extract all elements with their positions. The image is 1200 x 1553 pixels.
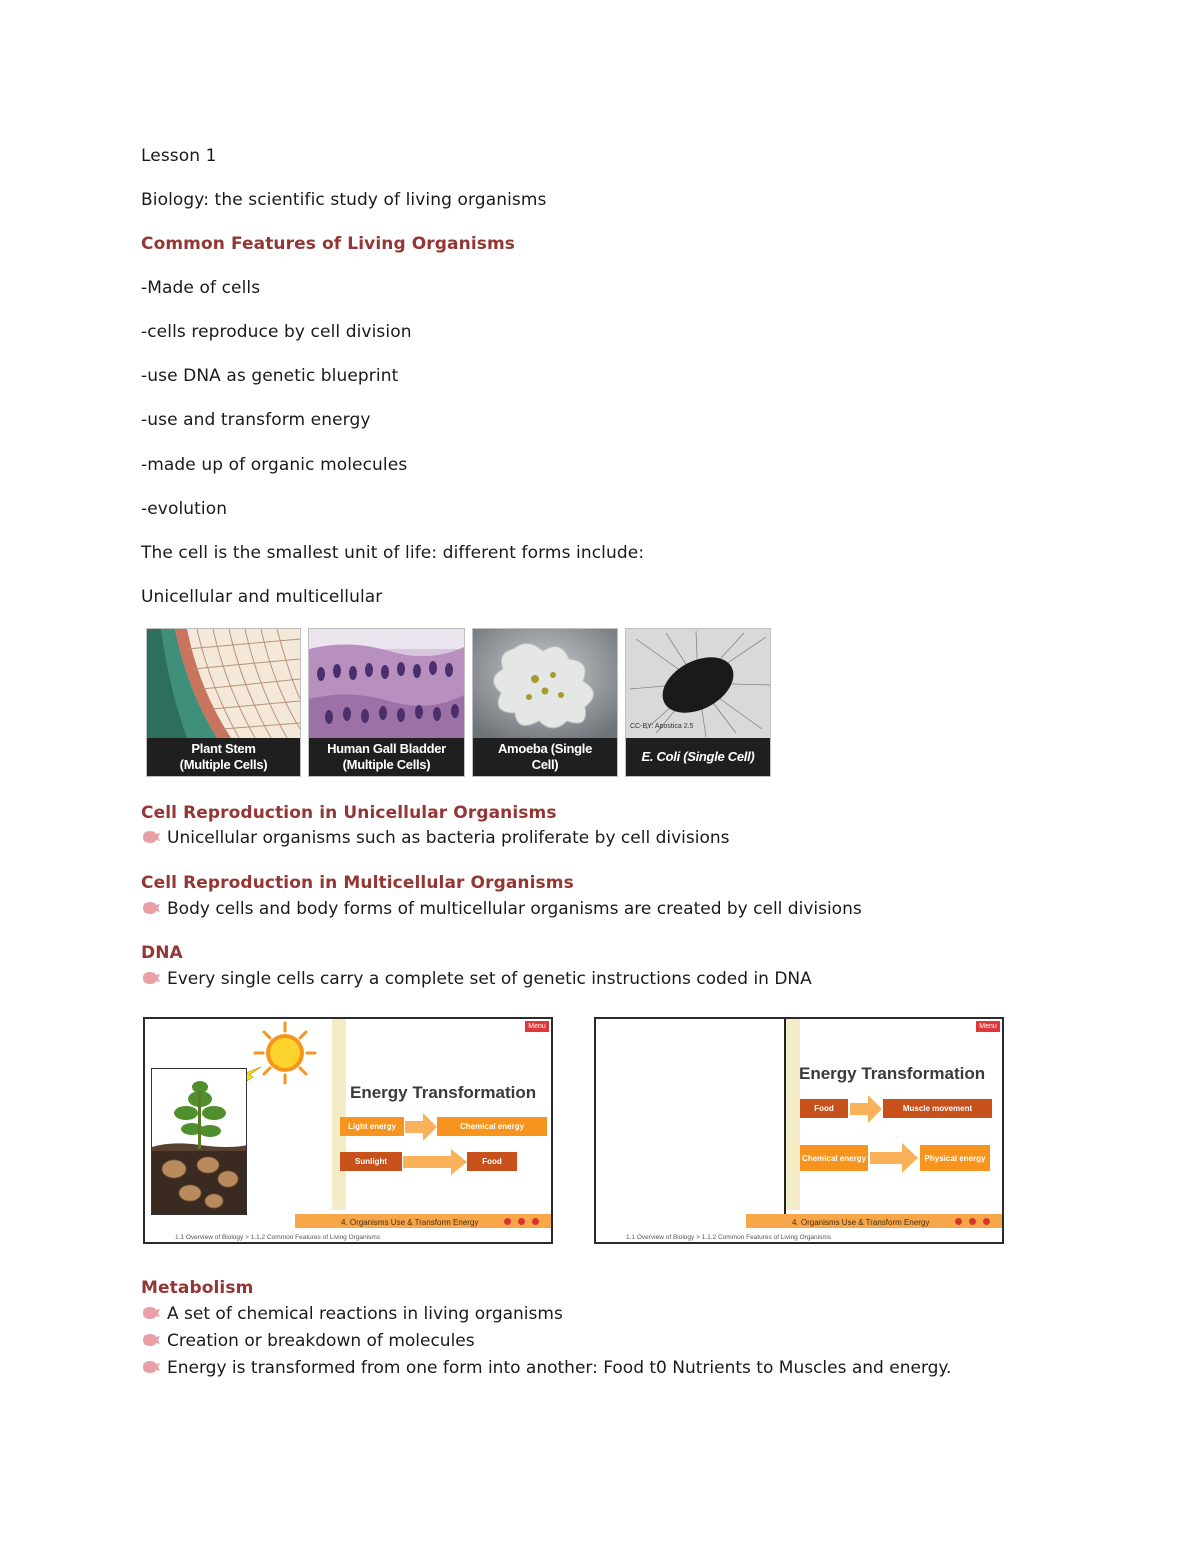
- nav-dot-icon[interactable]: [518, 1218, 525, 1225]
- arrow-right-icon: [405, 1113, 437, 1141]
- bullet-text: Creation or breakdown of molecules: [167, 1331, 475, 1351]
- energy-slide-2: [594, 1017, 1004, 1244]
- section-heading-unicellular: Cell Reproduction in Unicellular Organisms: [141, 803, 557, 823]
- nav-dot-icon[interactable]: [532, 1218, 539, 1225]
- bullet-icon: [141, 900, 161, 916]
- energy-box: Food: [800, 1099, 848, 1118]
- slide-light-beam: [332, 1019, 346, 1210]
- plant-stem-micrograph-icon: [147, 629, 300, 738]
- cell-forms: Unicellular and multicellular: [141, 587, 383, 607]
- feature-item: -Made of cells: [141, 278, 261, 298]
- energy-box: Chemical energy: [437, 1117, 547, 1136]
- image-caption: Human Gall Bladder (Multiple Cells): [309, 738, 464, 776]
- bullet-icon: [141, 1359, 161, 1375]
- nav-dot-icon[interactable]: [969, 1218, 976, 1225]
- slide-title: Energy Transformation: [799, 1064, 986, 1083]
- image-caption: Plant Stem (Multiple Cells): [147, 738, 300, 776]
- metabolism-heading: Metabolism: [141, 1278, 254, 1298]
- nav-dot-icon[interactable]: [504, 1218, 511, 1225]
- cell-statement: The cell is the smallest unit of life: different forms include:: [141, 543, 645, 563]
- feature-item: -evolution: [141, 499, 228, 519]
- image-credit: CC-BY: Apostica 2.5: [630, 723, 694, 730]
- arrow-right-icon: [403, 1149, 467, 1175]
- ecoli-image: [625, 628, 771, 777]
- plant-stem-image: [146, 628, 301, 777]
- bullet-text: Every single cells carry a complete set of genetic instructions coded in DNA: [167, 969, 812, 989]
- feature-item: -made up of organic molecules: [141, 455, 408, 475]
- amoeba-micrograph-icon: [473, 629, 617, 738]
- slide-footer-text: 4. Organisms Use & Transform Energy: [792, 1218, 930, 1227]
- slide-breadcrumb: 1.1 Overview of Biology > 1.1.2 Common Features of Living Organisms: [626, 1234, 832, 1241]
- potato-plant-picture: [151, 1068, 247, 1215]
- slide-title: Energy Transformation: [350, 1083, 537, 1102]
- bullet-icon: [141, 829, 161, 845]
- nav-dot-icon[interactable]: [955, 1218, 962, 1225]
- menu-button[interactable]: Menu: [525, 1021, 549, 1032]
- section-heading-multicellular: Cell Reproduction in Multicellular Organisms: [141, 873, 574, 893]
- energy-box: Muscle movement: [883, 1099, 992, 1118]
- nav-dot-icon[interactable]: [983, 1218, 990, 1225]
- energy-slide-1: [143, 1017, 553, 1244]
- bullet-icon: [141, 1305, 161, 1321]
- arrow-right-icon: [850, 1095, 882, 1123]
- bullet-icon: [141, 970, 161, 986]
- energy-box: Food: [467, 1152, 517, 1171]
- gall-bladder-image: [308, 628, 465, 777]
- bullet-item: [141, 1330, 475, 1352]
- biology-definition: Biology: the scientific study of living organisms: [141, 190, 547, 210]
- slide-footer-text: 4. Organisms Use & Transform Energy: [341, 1218, 479, 1227]
- gall-bladder-micrograph-icon: [309, 629, 464, 738]
- bullet-text: Unicellular organisms such as bacteria proliferate by cell divisions: [167, 828, 730, 848]
- section-heading-dna: DNA: [141, 943, 183, 963]
- feature-item: -use DNA as genetic blueprint: [141, 366, 399, 386]
- bullet-item: [141, 968, 812, 990]
- energy-box: Light energy: [340, 1117, 404, 1136]
- bullet-text: Energy is transformed from one form into another: Food t0 Nutrients to Muscles and energy.: [167, 1358, 952, 1378]
- potato-plant-icon: [152, 1069, 247, 1215]
- image-caption: E. Coli (Single Cell): [626, 738, 770, 776]
- bullet-text: A set of chemical reactions in living organisms: [167, 1304, 563, 1324]
- lesson-title: Lesson 1: [141, 146, 217, 166]
- slide-light-beam: [786, 1019, 800, 1210]
- feature-item: -cells reproduce by cell division: [141, 322, 412, 342]
- energy-box: Physical energy: [920, 1145, 990, 1171]
- amoeba-image: [472, 628, 618, 777]
- bullet-text: Body cells and body forms of multicellular organisms are created by cell divisions: [167, 899, 862, 919]
- menu-button[interactable]: Menu: [976, 1021, 1000, 1032]
- energy-box: Sunlight: [340, 1152, 402, 1171]
- arrow-right-icon: [870, 1143, 918, 1173]
- slide-breadcrumb: 1.1 Overview of Biology > 1.1.2 Common Features of Living Organisms: [175, 1234, 381, 1241]
- features-heading: Common Features of Living Organisms: [141, 234, 515, 254]
- bullet-item: [141, 827, 729, 849]
- bullet-item: [141, 1303, 563, 1325]
- ecoli-micrograph-icon: [626, 629, 770, 738]
- energy-box: Chemical energy: [800, 1145, 868, 1171]
- bullet-icon: [141, 1332, 161, 1348]
- feature-item: -use and transform energy: [141, 410, 371, 430]
- bullet-item: [141, 1357, 951, 1379]
- image-caption: Amoeba (Single Cell): [473, 738, 617, 776]
- bullet-item: [141, 898, 862, 920]
